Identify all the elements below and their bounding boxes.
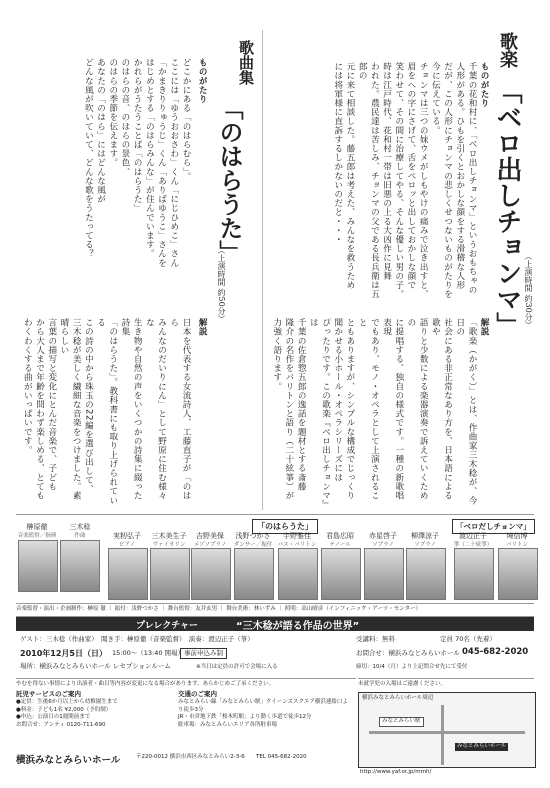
program1-comment xyxy=(271,318,478,508)
group-label-bero: 「ベロだしチョンマ」 xyxy=(452,519,535,534)
story-line: 眉をへの字にさげて、舌をペロッと出しておかしな顔で xyxy=(405,62,416,290)
comment-line: 聞かせる小ホール・オペラシリーズには xyxy=(332,318,343,482)
services-item: ●定員：生後6か月以上から幼稚園生まで xyxy=(16,699,118,705)
comment-line: わくわくする曲がいっぱいです。 xyxy=(22,318,33,455)
comment-line: 社会にある非正常なあり方を、日本語による歌や xyxy=(430,318,453,500)
services-item: お問合せ：アンティ 0120-711-690 xyxy=(16,721,106,728)
program2-comment-head: 解説 xyxy=(197,318,208,337)
footer-address: 〒220-0012 横浜市西区みなとみらい2-3-6 xyxy=(136,754,245,760)
cast-role: 音楽監督／指揮 xyxy=(17,533,57,539)
program1-genre: 歌楽 xyxy=(497,32,518,68)
cast-role: テノール xyxy=(329,542,351,548)
program1-title: 「ベロ出しチョンマ」 xyxy=(492,78,522,338)
cast-name: 実籾弘子 xyxy=(113,532,141,540)
cast-name: 三木稔 xyxy=(69,523,91,531)
program1-story-head: ものがたり xyxy=(479,62,489,108)
cast-role: ソプラノ xyxy=(414,542,436,548)
map-hall: みなとみらいホール xyxy=(457,743,507,749)
access-head: 交通のご案内 xyxy=(178,690,217,698)
access-map xyxy=(358,692,536,768)
cast-photo xyxy=(108,548,148,600)
story-line: あなたの「のはら」にはどんな風が xyxy=(95,58,106,204)
cast-name: 宇野雅佳 xyxy=(283,532,311,540)
comment-line: 力強く語ります。 xyxy=(271,318,282,391)
prelecture-contact: お問合せ：横浜みなとみらいホール xyxy=(356,649,460,657)
story-line: どんな風が吹いていて、どんな歌をうたってる？ xyxy=(83,58,94,259)
cast-photo xyxy=(406,548,446,600)
cast-name: 榊原徹 xyxy=(26,523,48,531)
comment-line: 語りと少数による楽器演奏で訴えていくための xyxy=(405,318,429,500)
story-line: われた。農民達は苦しみ、チョンマの父である長兵衛は五郎の xyxy=(357,62,380,299)
story-line: のはらの季節を伝えます。 xyxy=(107,58,118,168)
comment-line: 「歌楽（かがく）」とは、作曲家三木稔が、今日の xyxy=(454,318,477,505)
notice-change: やむを得ない事情により出演者・曲目等内容が変更になる場合があります。あらかじめご了承ください。 xyxy=(16,678,356,689)
story-line: のはらの音、のはらの景色、 xyxy=(119,58,130,177)
prelecture-time: 15:00〜（13:40 開場） xyxy=(112,649,185,657)
prelecture-entry: 受講料：無料 xyxy=(356,635,395,643)
map-road xyxy=(369,731,525,734)
footer-hall-name: 横浜みなとみらいホール xyxy=(16,755,121,766)
prelecture-venue: 場所：横浜みなとみらいホール レセプションルーム xyxy=(20,662,171,670)
map-label: 横浜みなとみらいホール周辺 xyxy=(362,695,434,701)
cast-role: ダンサー／振付 xyxy=(233,542,273,548)
story-line: 今に伝えている。 xyxy=(430,62,441,135)
cast-role: ソプラノ xyxy=(372,542,394,548)
map-road xyxy=(441,705,444,765)
prelecture-title: “三木稔が語る作品の世界” xyxy=(236,621,360,632)
map-station: みなとみらい駅 xyxy=(379,717,424,727)
story-line: 元に来て相談した。藤五郎は考えた、みんなを救うため xyxy=(344,62,355,290)
cast-name: 浅野つかさ xyxy=(235,532,271,540)
access-item: 駐車場：みなとみらいエリア各所駐車場 xyxy=(178,721,278,728)
comment-line: 生き物や自然の声をいくつかの詩集に綴った詩集 xyxy=(119,318,143,500)
footer-url[interactable]: http://www.yaf.or.jp/mmh/ xyxy=(360,769,432,775)
comment-line: この詩の中から珠玉の22編を選び出して、 xyxy=(83,318,94,494)
program1-story xyxy=(258,62,478,307)
cast-role: 作曲 xyxy=(74,533,86,539)
comment-line: 「のはらうた」。教科書にも取り上げられている xyxy=(95,318,118,505)
cast-name: 柳澤涼子 xyxy=(411,532,439,540)
story-line: ここには「ゆうおおさわ」くん「にじひめこ」さん xyxy=(168,58,179,268)
cast-photo xyxy=(364,548,404,600)
cast-role: ピアノ xyxy=(118,542,136,548)
cast-photo xyxy=(454,548,494,600)
services-item: ●申込：公演日の1週間前まで xyxy=(16,714,91,720)
story-line: 時は江戸時代、花和村一帯は旧悪の上る大凶作に見舞 xyxy=(381,62,392,281)
program2-story-head: ものがたり xyxy=(197,58,208,104)
cast-name: 君島広昭 xyxy=(326,532,354,540)
program1-comment-head: 解説 xyxy=(479,318,489,337)
program2-story xyxy=(70,58,192,308)
comment-line: ともありますが、シンプルな構成でじっくり xyxy=(344,318,355,500)
cast-name: 三木美生子 xyxy=(151,532,187,540)
story-line: だが、この人形にチョンマの悲しくせつないものがたりを xyxy=(442,62,453,299)
comment-line: みんなのだいりにん」として野原に住む様々な xyxy=(144,318,167,500)
program2-genre: 歌曲集 xyxy=(237,40,255,85)
comment-line: でもあり、モノ・オペラとして上演されること xyxy=(357,318,380,500)
prelecture-deadline: 締切：10/4（月）より上記問合せ先にて受付 xyxy=(356,664,468,670)
cast-photo xyxy=(191,548,231,600)
cast-photo xyxy=(278,548,318,600)
story-line: には将軍様に直訴するしかないのだと・・・ xyxy=(332,62,343,244)
comment-line: ぴったりです。この歌楽『ベロ出しチョンマ』は xyxy=(308,318,331,505)
prelecture-banner xyxy=(16,617,534,631)
story-line: チョンマは三つの妹ウメがしもやけの痛みで泣き出すと、 xyxy=(418,62,429,299)
cast-name: 境信博 xyxy=(506,532,528,540)
cast-photo xyxy=(18,540,58,592)
prelecture-capacity: 定員 70名（先着） xyxy=(440,635,496,643)
comment-line: に提唱する、独自の様式です。一種の新歌唱表現 xyxy=(381,318,404,500)
access-box xyxy=(178,690,353,729)
cast-top-rule xyxy=(16,514,534,515)
services-item: ●料金：子ども1名 ¥2,000（予約制） xyxy=(16,706,112,713)
access-item: JR・市営地下鉄「桜木町駅」より動く歩道で徒歩12分 xyxy=(178,714,312,720)
cast-name: 渡辺正子 xyxy=(459,532,487,540)
comment-line: 三木稔が美しく繊細な音楽をつけました。素晴らしい xyxy=(58,318,82,500)
story-line: かれらがうたうことば「のはらうた」 xyxy=(132,58,143,213)
column-divider xyxy=(262,30,263,510)
program2-duration: （上演時間 約50分） xyxy=(217,246,226,323)
cast-name: 赤星啓子 xyxy=(369,532,397,540)
cast-role: バリトン xyxy=(505,542,528,548)
program2-title: 「のはらうた」 xyxy=(215,96,244,264)
story-line: 人形がある。ひもを引くとおかしな顔をする滑稽な人形 xyxy=(454,62,465,290)
notice-children: 未就学児の入場はご遠慮ください。 xyxy=(358,678,534,689)
services-head: 託児サービスのご案内 xyxy=(16,690,81,698)
access-item: みなとみらい線「みなとみらい駅」クイーンズスクエア横浜連絡口より徒歩3分 xyxy=(178,699,348,713)
story-line: 笑わせて、その間に治療してやる、そんな優しい男の子。 xyxy=(393,62,404,299)
prelecture-date: 2010年12月5日（日） xyxy=(20,649,107,658)
cast-role: ヴァイオリン xyxy=(152,542,186,548)
prelecture-tel: 045-682-2020 xyxy=(462,647,529,657)
comment-line: 隆介の名作をバリトンと語り（二十絃箏）が xyxy=(283,318,294,500)
services-box xyxy=(16,690,176,729)
cast-role: 箏（二十絃箏） xyxy=(453,542,493,548)
story-line: 千葉の花和村に、「ベロ出しチョンマ」というおもちゃの xyxy=(467,62,477,295)
cast-name: 吉野美保 xyxy=(196,532,224,540)
cast-photo xyxy=(150,548,190,600)
cast-photo xyxy=(234,548,274,600)
prelecture-note: ※当日は定員の許可で会場に入る xyxy=(196,664,278,670)
program1-duration: （上演時間 約30分） xyxy=(524,252,533,329)
comment-line: 千葉の佐倉惣五郎の逸話を題材とする斎藤 xyxy=(296,318,307,491)
cast-photo xyxy=(60,540,100,592)
group-label-nohara: 「のはらうた」 xyxy=(252,519,318,534)
cast-role: バス・バリトン xyxy=(277,542,317,548)
comment-line: 言葉の描写と変化にとんだ音楽で、子ども xyxy=(46,318,57,491)
program2-comment xyxy=(22,318,192,508)
footer-tel: TEL 045-682-2020 xyxy=(256,754,307,760)
credits: 音楽監督・演出・企画制作：榊原 徹 ｜ 振付：浅野つかさ ｜ 舞台監督：友井玄男 ｜ 舞台美術：林いずみ ｜ 照明：高山晴彦（インフィニック・アーツ・センター） xyxy=(16,603,534,617)
story-line: どこかにある「のはらむら」。 xyxy=(181,58,191,182)
prelecture-label: プレレクチャー xyxy=(136,621,198,631)
story-line: はじめとする「のはらみんな」が住んでいます。 xyxy=(144,58,155,259)
cast-role: メゾソプラノ xyxy=(193,542,227,548)
comment-line: から大人まで年齢を問わず楽しめる、とても xyxy=(34,318,45,500)
comment-line: 日本を代表する女流詩人、工藤直子が「のはら xyxy=(168,318,191,500)
prelecture-reservation: 事前申込み制 xyxy=(180,648,227,659)
cast-photo xyxy=(321,548,361,600)
story-line: 「かまきりりゅうじ」くん「ありばゆうこ」さんを xyxy=(156,58,167,268)
cast-photo xyxy=(498,548,538,600)
prelecture-guests: ゲスト：三木稔（作曲家） 聞き手：榊原徹（音楽監督） 演奏：渡辺正子（箏） xyxy=(20,635,254,643)
